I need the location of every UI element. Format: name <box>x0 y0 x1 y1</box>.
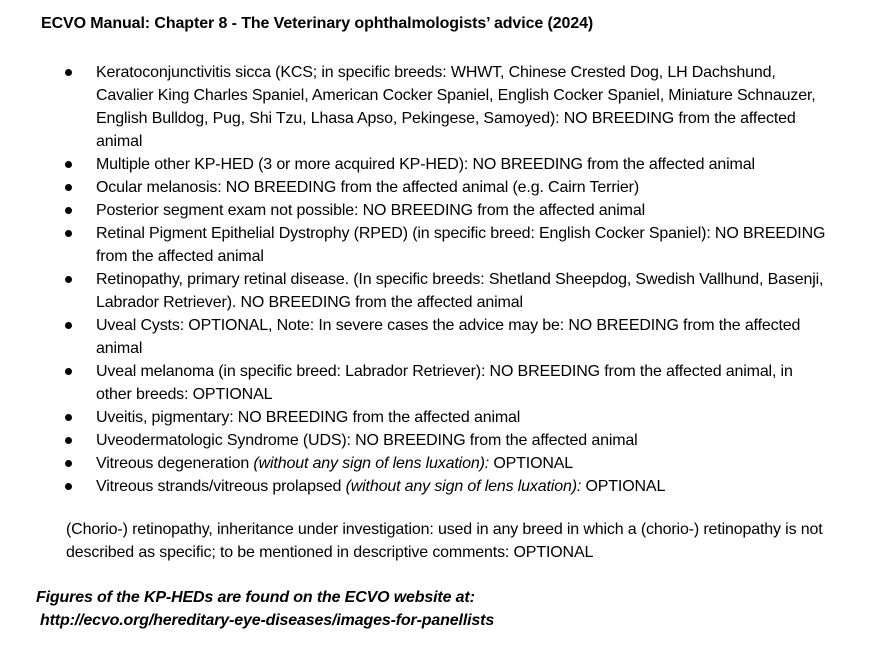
item-advice: OPTIONAL <box>489 455 574 472</box>
advice-list <box>60 61 830 498</box>
figures-label: Figures of the KP-HEDs are found on the ECVO website at: <box>36 589 475 606</box>
item-text: Uveitis, pigmentary: NO BREEDING from the affected animal <box>96 409 521 426</box>
list-item <box>60 452 830 475</box>
bullet-icon <box>65 414 72 421</box>
list-item <box>60 268 830 314</box>
item-text: Vitreous degeneration <box>96 455 254 472</box>
item-text: Retinal Pigment Epithelial Dystrophy (RPED) (in specific breed: English Cocker Spaniel): NO BREEDING from the affected animal <box>96 225 826 265</box>
list-item <box>60 314 830 360</box>
item-text: Multiple other KP-HED (3 or more acquired KP-HED): NO BREEDING from the affected animal <box>96 156 755 173</box>
bullet-icon <box>65 69 72 76</box>
bullet-icon <box>65 230 72 237</box>
item-italic-note: (without any sign of lens luxation): <box>253 455 490 472</box>
item-text: Vitreous strands/vitreous prolapsed <box>96 478 346 495</box>
list-item <box>60 61 830 153</box>
item-text: Uveal Cysts: OPTIONAL, Note: In severe cases the advice may be: NO BREEDING from the affected animal <box>96 317 801 357</box>
document-title: ECVO Manual: Chapter 8 - The Veterinary ophthalmologists’ advice (2024) <box>41 15 594 32</box>
figures-note <box>36 586 494 632</box>
item-text: Posterior segment exam not possible: NO BREEDING from the affected animal <box>96 202 645 219</box>
item-italic-note: (without any sign of lens luxation): <box>345 478 582 495</box>
list-item <box>60 222 830 268</box>
bullet-icon <box>65 184 72 191</box>
item-text: Retinopathy, primary retinal disease. (In specific breeds: Shetland Sheepdog, Swedish Vallhund, Basenji, Labrador Retriever). NO BREEDING from the affected animal <box>96 271 824 311</box>
bullet-icon <box>65 207 72 214</box>
list-item <box>60 153 830 176</box>
item-advice: OPTIONAL <box>581 478 666 495</box>
item-text: Keratoconjunctivitis sicca (KCS; in specific breeds: WHWT, Chinese Crested Dog, LH Dachshund, Cavalier King Charles Spaniel, American Cocker Spaniel, English Cocker Spaniel, Miniature Schnauzer, English Bulldog, Pug, Shi Tzu, Lhasa Apso, Pekingese, Samoyed): NO BREEDING from the affected animal <box>96 64 816 150</box>
list-item <box>60 429 830 452</box>
list-item <box>60 475 830 498</box>
item-text: Uveal melanoma (in specific breed: Labrador Retriever): NO BREEDING from the affected animal, in other breeds: OPTIONAL <box>96 363 793 403</box>
bullet-icon <box>65 437 72 444</box>
figures-url: http://ecvo.org/hereditary-eye-diseases/images-for-panellists <box>40 612 495 629</box>
item-text: Ocular melanosis: NO BREEDING from the affected animal (e.g. Cairn Terrier) <box>96 179 640 196</box>
item-text: Uveodermatologic Syndrome (UDS): NO BREEDING from the affected animal <box>96 432 638 449</box>
list-item <box>60 360 830 406</box>
list-item <box>60 199 830 222</box>
bullet-icon <box>65 276 72 283</box>
bullet-icon <box>65 483 72 490</box>
list-item <box>60 406 830 429</box>
bullet-icon <box>65 161 72 168</box>
bullet-icon <box>65 368 72 375</box>
bullet-icon <box>65 460 72 467</box>
bullet-icon <box>65 322 72 329</box>
list-item <box>60 176 830 199</box>
inheritance-note: (Chorio-) retinopathy, inheritance under investigation: used in any breed in which a (chorio-) retinopathy is not described as specific; to be mentioned in descriptive comments: OPTIONAL <box>66 521 823 561</box>
